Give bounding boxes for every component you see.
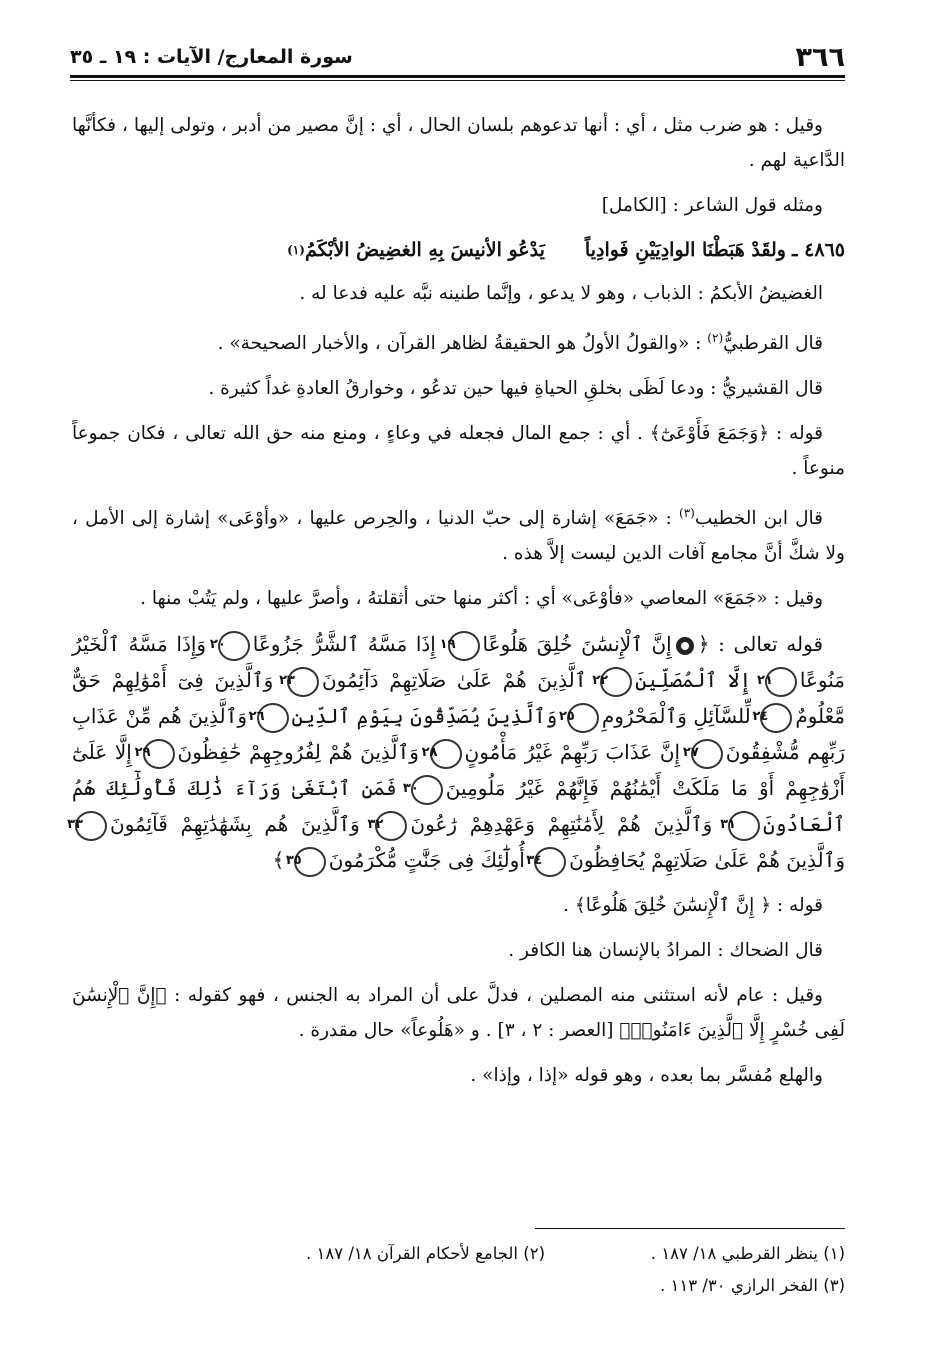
ayah-number-icon: ٢٩ bbox=[143, 739, 175, 769]
ayah-text: إِلَّا ٱلْمُصَلِّينَ bbox=[635, 668, 752, 693]
paragraph-8: وقيل : «جَمَعَ» المعاصي «فأوْعَى» أي : أكثر منها حتى أثقلتهُ ، وأصرَّ عليها ، ولم يَتُبْ منها . bbox=[140, 588, 823, 610]
running-title: سورة المعارج/ الآيات : ١٩ ـ ٣٥ bbox=[70, 46, 353, 68]
ayah-text: لِّلسَّآئِلِ وَٱلْمَحْرُومِ bbox=[601, 704, 751, 729]
footnote-row-1 bbox=[72, 1238, 845, 1270]
paragraph-4-a: قال القرطبيُّ bbox=[723, 333, 823, 355]
verse-number: ٤٨٦٥ ـ bbox=[791, 239, 845, 261]
paragraph-7-b: : «جَمَعَ» إشارة إلى حبّ الدنيا ، والحِرص عليها ، «وأوْعَى» إشارة إلى الأمل ، ولا شكَّ أنَّ مجامع آفات الدين ليست إلاَّ هذه . bbox=[72, 508, 845, 565]
paragraph-5: قال القشيريُّ : ودعا لَظَى بخلقِ الحياةِ فيها حين تدعُو ، وخوارقُ العادةِ غداً كثيرة . bbox=[208, 378, 823, 400]
footnote-1: (١) ينظر القرطبي ١٨/ ١٨٧ . bbox=[650, 1244, 845, 1263]
ayah-number-icon: ٢٨ bbox=[430, 739, 462, 769]
paragraph-1: وقيل : هو ضرب مثل ، أي : أنها تدعوهم بلسان الحال ، أي : إنَّ مصير من أدبر ، وتولى إليها ، فكأنَّها الدَّاعية لهم . bbox=[72, 115, 845, 171]
ayah-text: وَٱلَّذِينَ هُمْ لِأَمَٰنَٰتِهِمْ وَعَهْدِهِمْ رَٰعُونَ bbox=[410, 812, 713, 837]
poetry-verse bbox=[72, 233, 845, 268]
paragraph-4 bbox=[72, 321, 845, 361]
ayat-list bbox=[67, 632, 846, 873]
ayah-text: وَٱلَّذِينَ هُمْ عَلَىٰ صَلَاتِهِمْ يُحَافِظُونَ bbox=[569, 848, 845, 873]
page-body bbox=[67, 108, 846, 1103]
quran-intro: قوله تعالى : ﴿ bbox=[697, 632, 824, 657]
paragraph-11: وقيل : عام لأنه استثنى منه المصلين ، فدلَّ على أن المراد به الجنس ، فهو كقوله : ﴿إِنَّ ٱلْإِنسَٰنَ لَفِى خُسْرٍ إِلَّا ٱلَّذِينَ ءَامَنُوا۟﴾ [العصر : ٢ ، ٣] . و «هَلُوعاً» حال مقدرة . bbox=[72, 985, 845, 1042]
footnote-ref-1: (١) bbox=[287, 243, 305, 257]
paragraph-9: قوله : ﴿ إِنَّ ٱلْإِنسَٰنَ خُلِقَ هَلُوعًا﴾ . bbox=[563, 895, 823, 917]
ayah-text: إِذَا مَسَّهُ ٱلشَّرُّ جَزُوعًا bbox=[252, 632, 436, 657]
ayah-number-icon: ٢٧ bbox=[691, 739, 723, 769]
paragraph-10: قال الضحاك : المرادُ بالإنسان هنا الكافر . bbox=[508, 940, 823, 962]
footnote-rule bbox=[535, 1228, 845, 1229]
footnote-ref-2: (٢) bbox=[707, 331, 724, 345]
footnote-3: (٣) الفخر الرازي ٣٠/ ١١٣ . bbox=[659, 1276, 845, 1295]
footnote-ref-3: (٣) bbox=[679, 506, 695, 521]
verse-hemistich-2: يَدْعُو الأنيسَ بِهِ الغضِيضُ الأبْكَمُ bbox=[304, 239, 545, 261]
ayah-text: ٱلَّذِينَ هُمْ عَلَىٰ صَلَاتِهِمْ دَآئِمُونَ bbox=[321, 668, 587, 693]
ornament-icon bbox=[676, 637, 694, 655]
page-number: ٣٦٦ bbox=[795, 41, 845, 73]
header-rule-thin bbox=[70, 80, 845, 81]
paragraph-12: والهلع مُفسَّر بما بعده ، وهو قوله «إذا ، وإذا» . bbox=[470, 1065, 823, 1087]
paragraph-7 bbox=[72, 496, 845, 571]
ayah-number-icon: ٣٣ bbox=[75, 811, 107, 841]
ayah-number-icon: ٣٥ bbox=[294, 847, 326, 877]
ayah-number-icon: ٢٢ bbox=[600, 667, 632, 697]
ayah-text: وَٱلَّذِينَ فِىٓ أَمْوَٰلِهِمْ حَقٌّ مَّعْلُومٌ bbox=[72, 668, 846, 729]
ayah-number-icon: ٣٢ bbox=[375, 811, 407, 841]
ayah-number-icon: ٢٤ bbox=[760, 703, 792, 733]
ayah-number-icon: ٢١ bbox=[765, 667, 797, 697]
footnotes bbox=[72, 1238, 845, 1302]
ayah-text: إِنَّ عَذَابَ رَبِّهِمْ غَيْرُ مَأْمُونٍ bbox=[464, 740, 681, 765]
ayah-number-icon: ٢٦ bbox=[257, 703, 289, 733]
ayah-text: إِلَّا عَلَىٰٓ أَزْوَٰجِهِمْ أَوْ مَا مَلَكَتْ أَيْمَٰنُهُمْ فَإِنَّهُمْ غَيْرُ مَلُومِينَ bbox=[72, 740, 845, 801]
footnote-row-2 bbox=[72, 1270, 845, 1302]
ayah-text: وَٱلَّذِينَ هُم مِّنْ عَذَابِ رَبِّهِم مُّشْفِقُونَ bbox=[72, 704, 845, 765]
page-header bbox=[70, 40, 845, 74]
paragraph-3: الغضيضُ الأبكمُ : الذباب ، وهو لا يدعو ، وإنَّما طنينه نبَّه عليه فدعا له . bbox=[299, 283, 823, 304]
ayah-text: فَمَنِ ٱبْتَغَىٰ وَرَآءَ ذَٰلِكَ فَأُولَٰٓئِكَ هُمُ ٱلْعَادُونَ bbox=[72, 776, 846, 837]
quran-close: ﴾ bbox=[272, 848, 285, 873]
ayah-text: وَإِذَا مَسَّهُ ٱلْخَيْرُ مَنُوعًا bbox=[72, 632, 846, 693]
ayah-number-icon: ٢٠ bbox=[218, 631, 250, 661]
paragraph-7-a: قال ابن الخطيب bbox=[694, 508, 823, 530]
ayah-text: وَٱلَّذِينَ هُم بِشَهَٰدَٰتِهِمْ قَآئِمُونَ bbox=[110, 812, 360, 837]
ayah-number-icon: ٣١ bbox=[728, 811, 760, 841]
header-rule-thick bbox=[70, 75, 845, 78]
verse-hemistich-1: ولقَدْ هَبَطْنَا الوادِيَيْنِ فَوادِياً bbox=[584, 239, 786, 261]
footnote-2: (٢) الجامع لأحكام القرآن ١٨/ ١٨٧ . bbox=[305, 1244, 545, 1263]
ayah-number-icon: ٣٠ bbox=[411, 775, 443, 805]
ayah-number-icon: ١٩ bbox=[448, 631, 480, 661]
paragraph-2: ومثله قول الشاعر : [الكامل] bbox=[601, 195, 823, 216]
ayah-number-icon: ٣٤ bbox=[534, 847, 566, 877]
ayah-text: إِنَّ ٱلْإِنسَٰنَ خُلِقَ هَلُوعًا bbox=[482, 632, 672, 657]
ayah-text: وَٱلَّذِينَ يُصَدِّقُونَ بِيَوْمِ ٱلدِّينِ bbox=[291, 704, 558, 729]
ayah-text: أُولَٰٓئِكَ فِى جَنَّٰتٍ مُّكْرَمُونَ bbox=[328, 848, 525, 873]
paragraph-6: قوله : ﴿وَجَمَعَ فَأَوْعَىٰٓ﴾ . أي : جمع المال فجعله في وعاءٍ ، ومنع منه حق الله تعالى ، فكان جموعاً منوعاً . bbox=[72, 423, 845, 480]
ayah-text: وَٱلَّذِينَ هُمْ لِفُرُوجِهِمْ حَٰفِظُونَ bbox=[177, 740, 419, 765]
quran-passage bbox=[67, 626, 846, 878]
ayah-number-icon: ٢٥ bbox=[567, 703, 599, 733]
paragraph-4-b: : «والقولُ الأولُ هو الحقيقةُ لظاهر القرآن ، والأخبار الصحيحة» . bbox=[217, 333, 708, 355]
ayah-number-icon: ٢٣ bbox=[287, 667, 319, 697]
